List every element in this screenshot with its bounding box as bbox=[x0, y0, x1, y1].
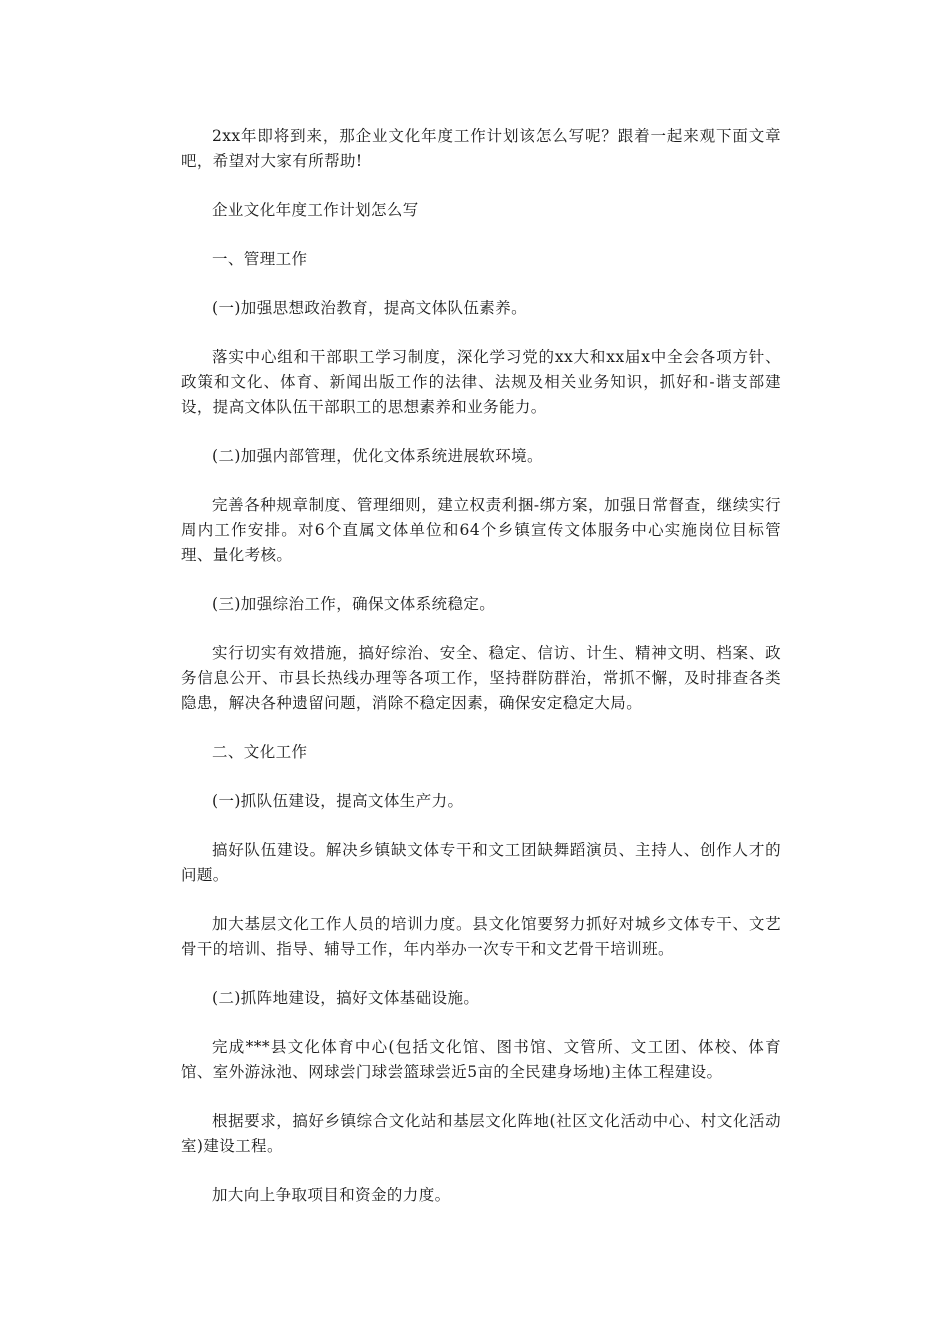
intro-paragraph: 2xx年即将到来，那企业文化年度工作计划该怎么写呢？跟着一起来观下面文章吧，希望对大家有所帮助! bbox=[181, 127, 781, 170]
body-paragraph: 根据要求，搞好乡镇综合文化站和基层文化阵地(社区文化活动中心、村文化活动室)建设工程。 bbox=[181, 1112, 781, 1155]
subsection-heading: (二)抓阵地建设，搞好文体基础设施。 bbox=[212, 989, 480, 1007]
body-paragraph: 完善各种规章制度、管理细则，建立权责利捆-绑方案，加强日常督查，继续实行周内工作安排。对6个直属文体单位和64个乡镇宣传文体服务中心实施岗位目标管理、量化考核。 bbox=[181, 496, 781, 564]
section-heading-management: 一、管理工作 bbox=[212, 250, 308, 268]
body-paragraph: 实行切实有效措施，搞好综治、安全、稳定、信访、计生、精神文明、档案、政务信息公开、市县长热线办理等各项工作，坚持群防群治，常抓不懈，及时排查各类隐患，解决各种遗留问题，消除不稳定因素，确保安定稳定大局。 bbox=[181, 644, 781, 712]
body-paragraph: 加大向上争取项目和资金的力度。 bbox=[212, 1186, 451, 1204]
body-paragraph: 加大基层文化工作人员的培训力度。县文化馆要努力抓好对城乡文体专干、文艺骨干的培训、指导、辅导工作，年内举办一次专干和文艺骨干培训班。 bbox=[181, 915, 781, 958]
body-paragraph: 搞好队伍建设。解决乡镇缺文体专干和文工团缺舞蹈演员、主持人、创作人才的问题。 bbox=[181, 841, 781, 884]
body-paragraph: 落实中心组和干部职工学习制度，深化学习党的xx大和xx届x中全会各项方针、政策和文化、体育、新闻出版工作的法律、法规及相关业务知识，抓好和-谐支部建设，提高文体队伍干部职工的思想素养和业务能力。 bbox=[181, 348, 781, 416]
document-title: 企业文化年度工作计划怎么写 bbox=[212, 201, 419, 219]
document-body bbox=[181, 124, 781, 1232]
subsection-heading: (三)加强综治工作，确保文体系统稳定。 bbox=[212, 595, 496, 613]
section-heading-culture: 二、文化工作 bbox=[212, 743, 308, 761]
subsection-heading: (二)加强内部管理，优化文体系统进展软环境。 bbox=[212, 447, 543, 465]
body-paragraph: 完成***县文化体育中心(包括文化馆、图书馆、文管所、文工团、体校、体育馆、室外游泳池、网球尝门球尝篮球尝近5亩的全民建身场地)主体工程建设。 bbox=[181, 1038, 781, 1081]
subsection-heading: (一)抓队伍建设，提高文体生产力。 bbox=[212, 792, 464, 810]
subsection-heading: (一)加强思想政治教育，提高文体队伍素养。 bbox=[212, 299, 527, 317]
